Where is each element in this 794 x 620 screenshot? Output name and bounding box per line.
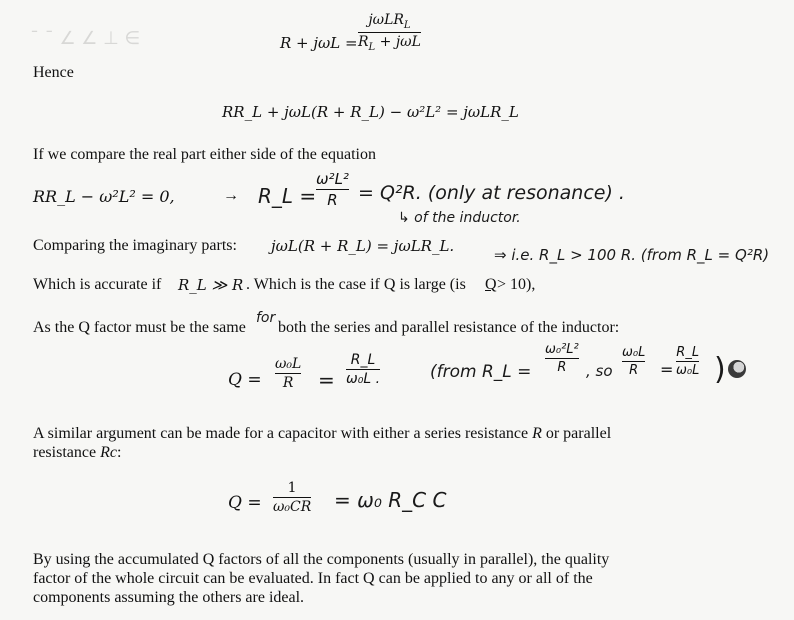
cap-text-2: resistance Rc: (33, 444, 122, 461)
eq-imag: jωL(R + R_L) = jωLR_L. (271, 237, 455, 255)
eq-top-den: $R_L + j\omega L$ (358, 33, 421, 53)
eq-top-lhs: R + jωL = (280, 34, 358, 52)
final-paragraph-line-1: By using the accumulated Q factors of all the components (usually in parallel), the quality (33, 551, 610, 568)
qfactor-text-2: both the series and parallel resistance of the inductor: (278, 319, 620, 336)
qfactor-text-1: As the Q factor must be the same (33, 319, 246, 336)
eq-q1-fraction: ω₀L R (275, 356, 302, 391)
eq-q2-lhs: Q = (228, 493, 262, 513)
hand-rl-rest: = Q²R. (only at resonance) . (358, 182, 625, 204)
hand-q1-so-fraction-1: ω₀L R (622, 345, 646, 378)
hand-q1-fraction: R_L ω₀L . (346, 352, 381, 387)
hand-q1-from-fraction: ω₀²L² R (545, 342, 579, 375)
final-paragraph-line-3: components assuming the others are ideal. (33, 589, 305, 606)
accurate-text-1: Which is accurate if (33, 276, 162, 293)
hand-q1-from: (from R_L = (430, 362, 532, 382)
accurate-text-2: . Which is the case if Q is large (is (246, 276, 466, 293)
eq-hence: RR_L + jωL(R + R_L) − ω²L² = jωLR_L (222, 103, 519, 121)
accurate-q: Q (485, 276, 497, 293)
cap-rc: Rc (100, 444, 117, 461)
hand-for: for (256, 310, 276, 326)
arrow-symbol: → (223, 187, 239, 204)
eq-top-num: jωLR$_L$ (368, 12, 411, 31)
ghost-markings: ¯ ¯ ∠ ∠ ⊥ ∈ (30, 28, 141, 49)
eq-q1-lhs: Q = (228, 370, 262, 390)
hand-inductor-note: ↳ of the inductor. (398, 210, 521, 226)
hand-q1-so: , so (586, 362, 613, 380)
accurate-text-3: > 10), (497, 276, 536, 293)
final-paragraph-line-2: factor of the whole circuit can be evaluated. In fact Q can be applied to any or all of the (33, 570, 593, 587)
real-part-text: If we compare the real part either side of the equation (33, 146, 376, 163)
imag-text: Comparing the imaginary parts: (33, 237, 237, 254)
hence-label: Hence (33, 64, 74, 81)
hand-q1-so-fraction-2: R_L ω₀L (676, 345, 700, 378)
eq-q2-fraction: 1 ω₀CR (273, 480, 312, 515)
hand-q1-close: ) (714, 352, 726, 387)
cap-r: R (532, 425, 542, 442)
hand-ie-note: ⇒ i.e. R_L > 100 R. (from R_L = Q²R) (494, 246, 770, 264)
hand-q1-so-eq: = (660, 360, 674, 379)
eq-top-fraction (358, 12, 421, 53)
eq-real: RR_L − ω²L² = 0, (33, 187, 175, 206)
hand-rl-fraction: ω²L² R (316, 170, 349, 209)
hand-rl-lhs: R_L = (258, 184, 317, 208)
hand-q1-eq: = (318, 368, 335, 392)
hand-q2: = ω₀ R_C C (334, 488, 447, 512)
accurate-math: R_L ≫ R (178, 276, 244, 294)
cap-text-1: A similar argument can be made for a capacitor with either a series resistance R or parallel (33, 425, 612, 442)
ink-dot-icon (728, 360, 746, 378)
